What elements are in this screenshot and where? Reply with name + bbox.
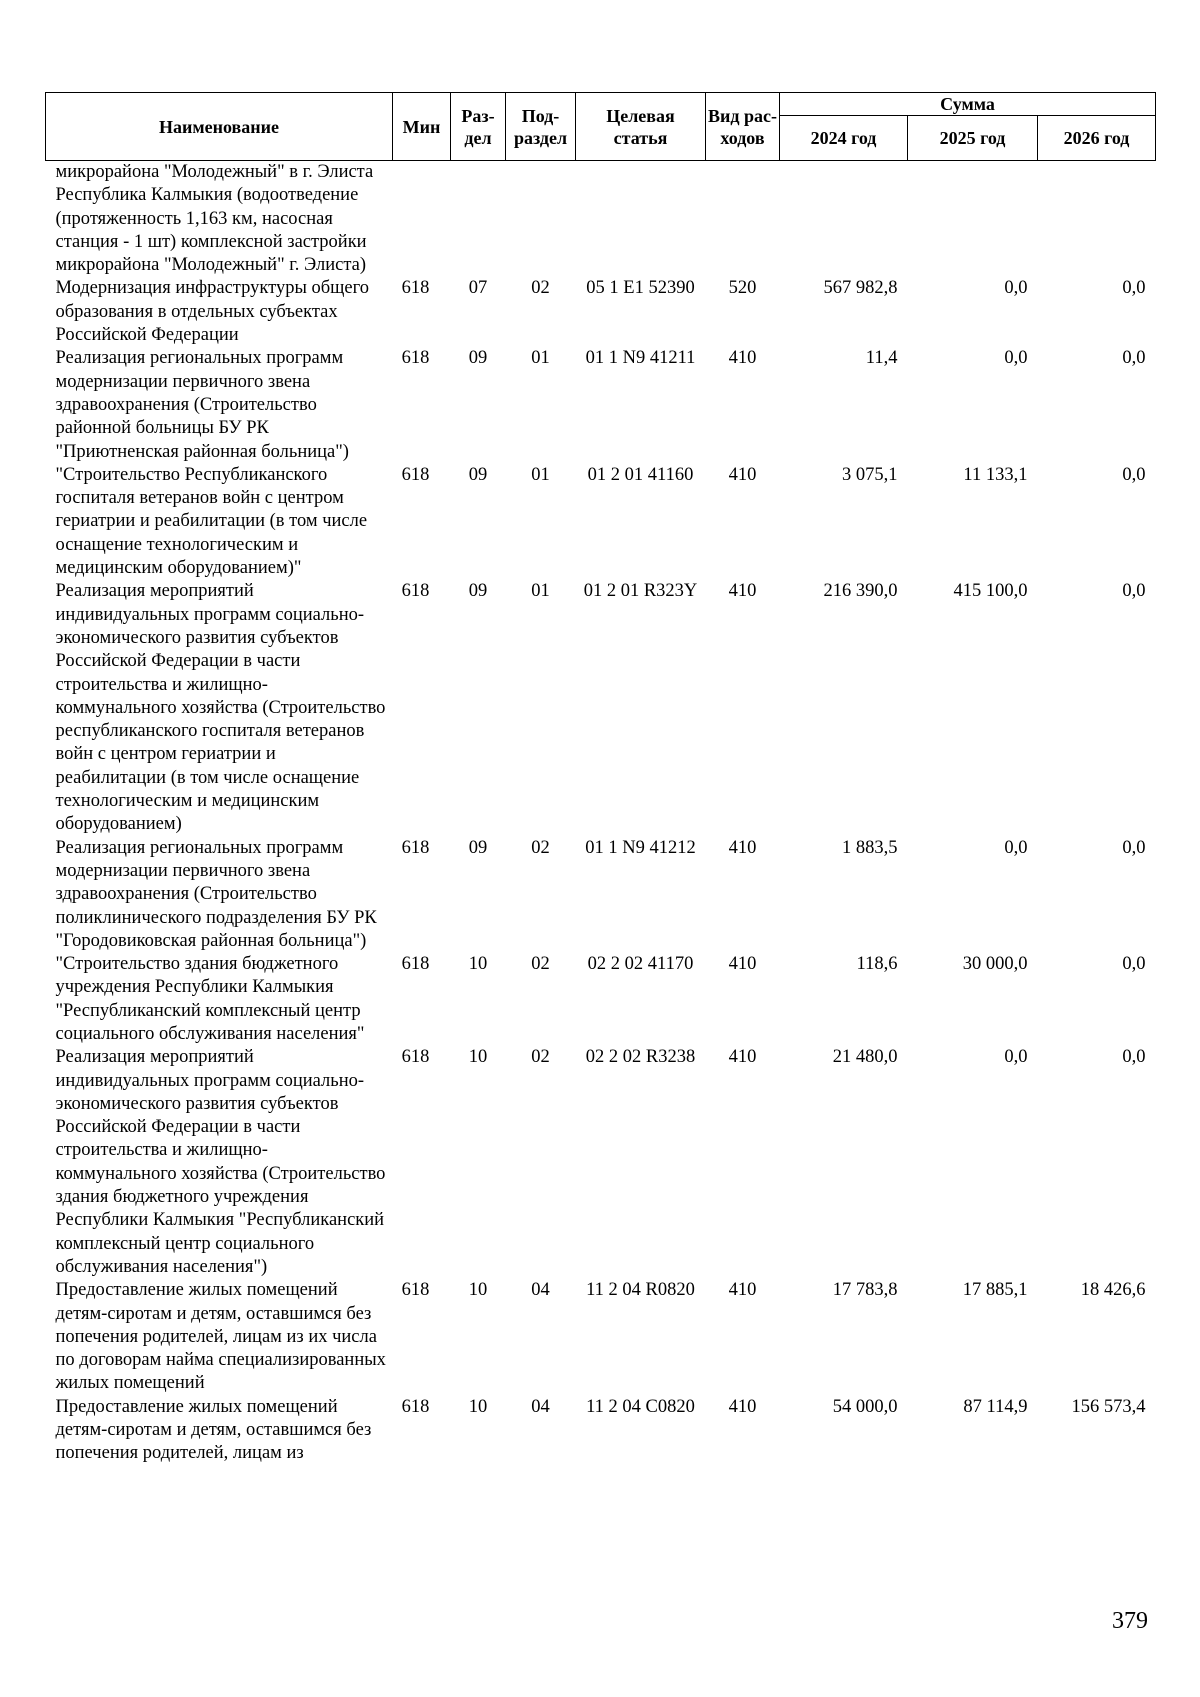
cell-vid: 410 <box>728 581 757 602</box>
cell-2025: 0,0 <box>1004 837 1028 858</box>
cell-name: Реализация региональных программ модернизации первичного звена здравоохранения (Строительство поликлинического подразделения БУ РК "Городовиковская районная больница") <box>55 837 377 951</box>
header-name: Наименование <box>46 93 393 161</box>
cell-celevaya: 01 1 N9 41212 <box>585 837 696 858</box>
cell-celevaya <box>576 161 706 278</box>
table-header <box>46 93 1156 161</box>
cell-2026: 0,0 <box>1122 837 1146 858</box>
cell-podrazdel: 02 <box>531 278 550 299</box>
cell-2024: 11,4 <box>865 348 898 369</box>
table-row <box>46 277 1156 347</box>
cell-2025: 415 100,0 <box>953 581 1028 602</box>
header-2025: 2025 год <box>908 116 1038 161</box>
cell-razdel: 10 <box>468 954 488 975</box>
cell-razdel: 09 <box>468 837 488 858</box>
cell-razdel: 09 <box>468 348 488 369</box>
budget-table-page <box>45 92 1155 1466</box>
cell-celevaya: 05 1 E1 52390 <box>586 278 695 299</box>
cell-2026 <box>1038 161 1156 278</box>
cell-name: Реализация региональных программ модернизации первичного звена здравоохранения (Строительство районной больницы БУ РК "Приютненская районная больница") <box>55 348 349 462</box>
cell-name: "Строительство Республиканского госпиталя ветеранов войн с центром гериатрии и реабилитации (в том числе оснащение технологическим и медицинским оборудованием)" <box>55 464 368 579</box>
header-celevaya: Целевая статья <box>576 93 706 161</box>
table-row <box>46 953 1156 1046</box>
header-razdel: Раз-дел <box>451 93 506 161</box>
table-row <box>46 1046 1156 1279</box>
header-min: Мин <box>393 93 451 161</box>
cell-2026: 0,0 <box>1122 278 1146 299</box>
header-vid: Вид рас-ходов <box>706 93 780 161</box>
cell-2025: 11 133,1 <box>963 464 1028 485</box>
cell-name: Предоставление жилых помещений детям-сиротам и детям, оставшимся без попечения родителей, лицам из <box>55 1396 372 1464</box>
cell-min: 618 <box>401 954 430 975</box>
table-row <box>46 464 1156 580</box>
cell-razdel: 09 <box>468 464 488 485</box>
cell-2025: 17 885,1 <box>962 1280 1028 1301</box>
cell-min <box>393 161 451 278</box>
cell-vid: 410 <box>728 1047 757 1068</box>
cell-razdel <box>451 161 506 278</box>
cell-name: Реализация мероприятий индивидуальных программ социально-экономического развития субъектов Российской Федерации в части строительства и жилищно-коммунального хозяйства (Строительство республиканского госпиталя ветеранов войн с центром гериатрии и реабилитации (в том числе оснащение технологическим и медицинским оборудованием) <box>55 581 386 835</box>
cell-razdel: 10 <box>468 1047 488 1068</box>
cell-min: 618 <box>401 581 430 602</box>
cell-2024: 54 000,0 <box>832 1396 898 1417</box>
table-row <box>46 1279 1156 1395</box>
cell-razdel: 10 <box>468 1280 488 1301</box>
table-row <box>46 161 1156 278</box>
cell-celevaya: 01 2 01 R323Y <box>583 581 698 602</box>
page-number: 379 <box>1112 1608 1148 1634</box>
cell-2025: 0,0 <box>1004 348 1028 369</box>
cell-2026: 0,0 <box>1122 954 1146 975</box>
cell-name: микрорайона "Молодежный" в г. Элиста Республика Калмыкия (водоотведение (протяженность 1,163 км, насосная станция - 1 шт) комплексной застройки микрорайона "Молодежный" г. Элиста) <box>55 162 374 276</box>
cell-min: 618 <box>401 348 430 369</box>
cell-vid: 520 <box>728 278 757 299</box>
cell-vid: 410 <box>728 464 757 485</box>
cell-2024: 3 075,1 <box>842 464 898 485</box>
header-podrazdel: Под-раздел <box>506 93 576 161</box>
cell-vid: 410 <box>728 1280 757 1301</box>
cell-celevaya: 01 1 N9 41211 <box>585 348 696 369</box>
cell-vid: 410 <box>728 954 757 975</box>
cell-podrazdel: 02 <box>531 837 550 858</box>
cell-2026: 0,0 <box>1122 581 1146 602</box>
cell-2024: 17 783,8 <box>832 1280 898 1301</box>
cell-min: 618 <box>401 1280 430 1301</box>
cell-podrazdel: 02 <box>531 1047 550 1068</box>
cell-vid: 410 <box>728 348 757 369</box>
cell-2026: 0,0 <box>1122 1047 1146 1068</box>
cell-min: 618 <box>401 278 430 299</box>
cell-2024: 118,6 <box>856 954 898 975</box>
cell-celevaya: 02 2 02 41170 <box>587 954 694 975</box>
cell-min: 618 <box>401 1047 430 1068</box>
cell-razdel: 09 <box>468 581 488 602</box>
cell-2026: 0,0 <box>1122 464 1146 485</box>
cell-celevaya: 02 2 02 R3238 <box>585 1047 696 1068</box>
cell-podrazdel: 02 <box>531 954 550 975</box>
cell-2024: 1 883,5 <box>842 837 898 858</box>
cell-razdel: 10 <box>468 1396 488 1417</box>
cell-celevaya: 01 2 01 41160 <box>587 464 694 485</box>
cell-min: 618 <box>401 1396 430 1417</box>
cell-2025: 0,0 <box>1004 1047 1028 1068</box>
cell-2024 <box>780 161 908 278</box>
table-row <box>46 580 1156 836</box>
cell-2025 <box>908 161 1038 278</box>
cell-2024: 567 982,8 <box>823 278 898 299</box>
table-body <box>46 161 1156 1466</box>
cell-2026: 156 573,4 <box>1071 1396 1146 1417</box>
cell-vid: 410 <box>728 837 757 858</box>
cell-2025: 87 114,9 <box>963 1396 1028 1417</box>
header-2024: 2024 год <box>780 116 908 161</box>
cell-2024: 21 480,0 <box>832 1047 898 1068</box>
header-summa: Сумма <box>780 93 1156 116</box>
cell-celevaya: 11 2 04 R0820 <box>586 1280 695 1301</box>
cell-2024: 216 390,0 <box>823 581 898 602</box>
cell-podrazdel: 01 <box>531 581 550 602</box>
header-2026: 2026 год <box>1038 116 1156 161</box>
cell-min: 618 <box>401 837 430 858</box>
table-row <box>46 1396 1156 1466</box>
cell-2026: 18 426,6 <box>1080 1280 1146 1301</box>
cell-2025: 0,0 <box>1004 278 1028 299</box>
cell-podrazdel: 04 <box>531 1396 550 1417</box>
table-row <box>46 837 1156 953</box>
cell-podrazdel: 01 <box>531 348 550 369</box>
cell-name: Предоставление жилых помещений детям-сиротам и детям, оставшимся без попечения родителей, лицам из их числа по договорам найма специализированных жилых помещений <box>55 1280 386 1394</box>
cell-name: Реализация мероприятий индивидуальных программ социально-экономического развития субъектов Российской Федерации в части строительства и жилищно-коммунального хозяйства (Строительство здания бюджетного учреждения Республики Калмыкия "Республиканский комплексный центр социального обслуживания населения") <box>55 1047 386 1277</box>
cell-vid <box>706 161 780 278</box>
cell-min: 618 <box>401 464 430 485</box>
cell-podrazdel <box>506 161 576 278</box>
cell-2026: 0,0 <box>1122 348 1146 369</box>
cell-name: Модернизация инфраструктуры общего образования в отдельных субъектах Российской Федерации <box>55 278 369 346</box>
cell-razdel: 07 <box>468 278 488 299</box>
cell-celevaya: 11 2 04 C0820 <box>586 1396 695 1417</box>
cell-2025: 30 000,0 <box>962 954 1028 975</box>
cell-podrazdel: 01 <box>531 464 550 485</box>
table-row <box>46 347 1156 463</box>
cell-vid: 410 <box>728 1396 757 1417</box>
budget-table <box>45 92 1156 1466</box>
cell-name: "Строительство здания бюджетного учреждения Республики Калмыкия "Республиканский комплексный центр социального обслуживания населения" <box>55 954 365 1044</box>
cell-podrazdel: 04 <box>531 1280 550 1301</box>
